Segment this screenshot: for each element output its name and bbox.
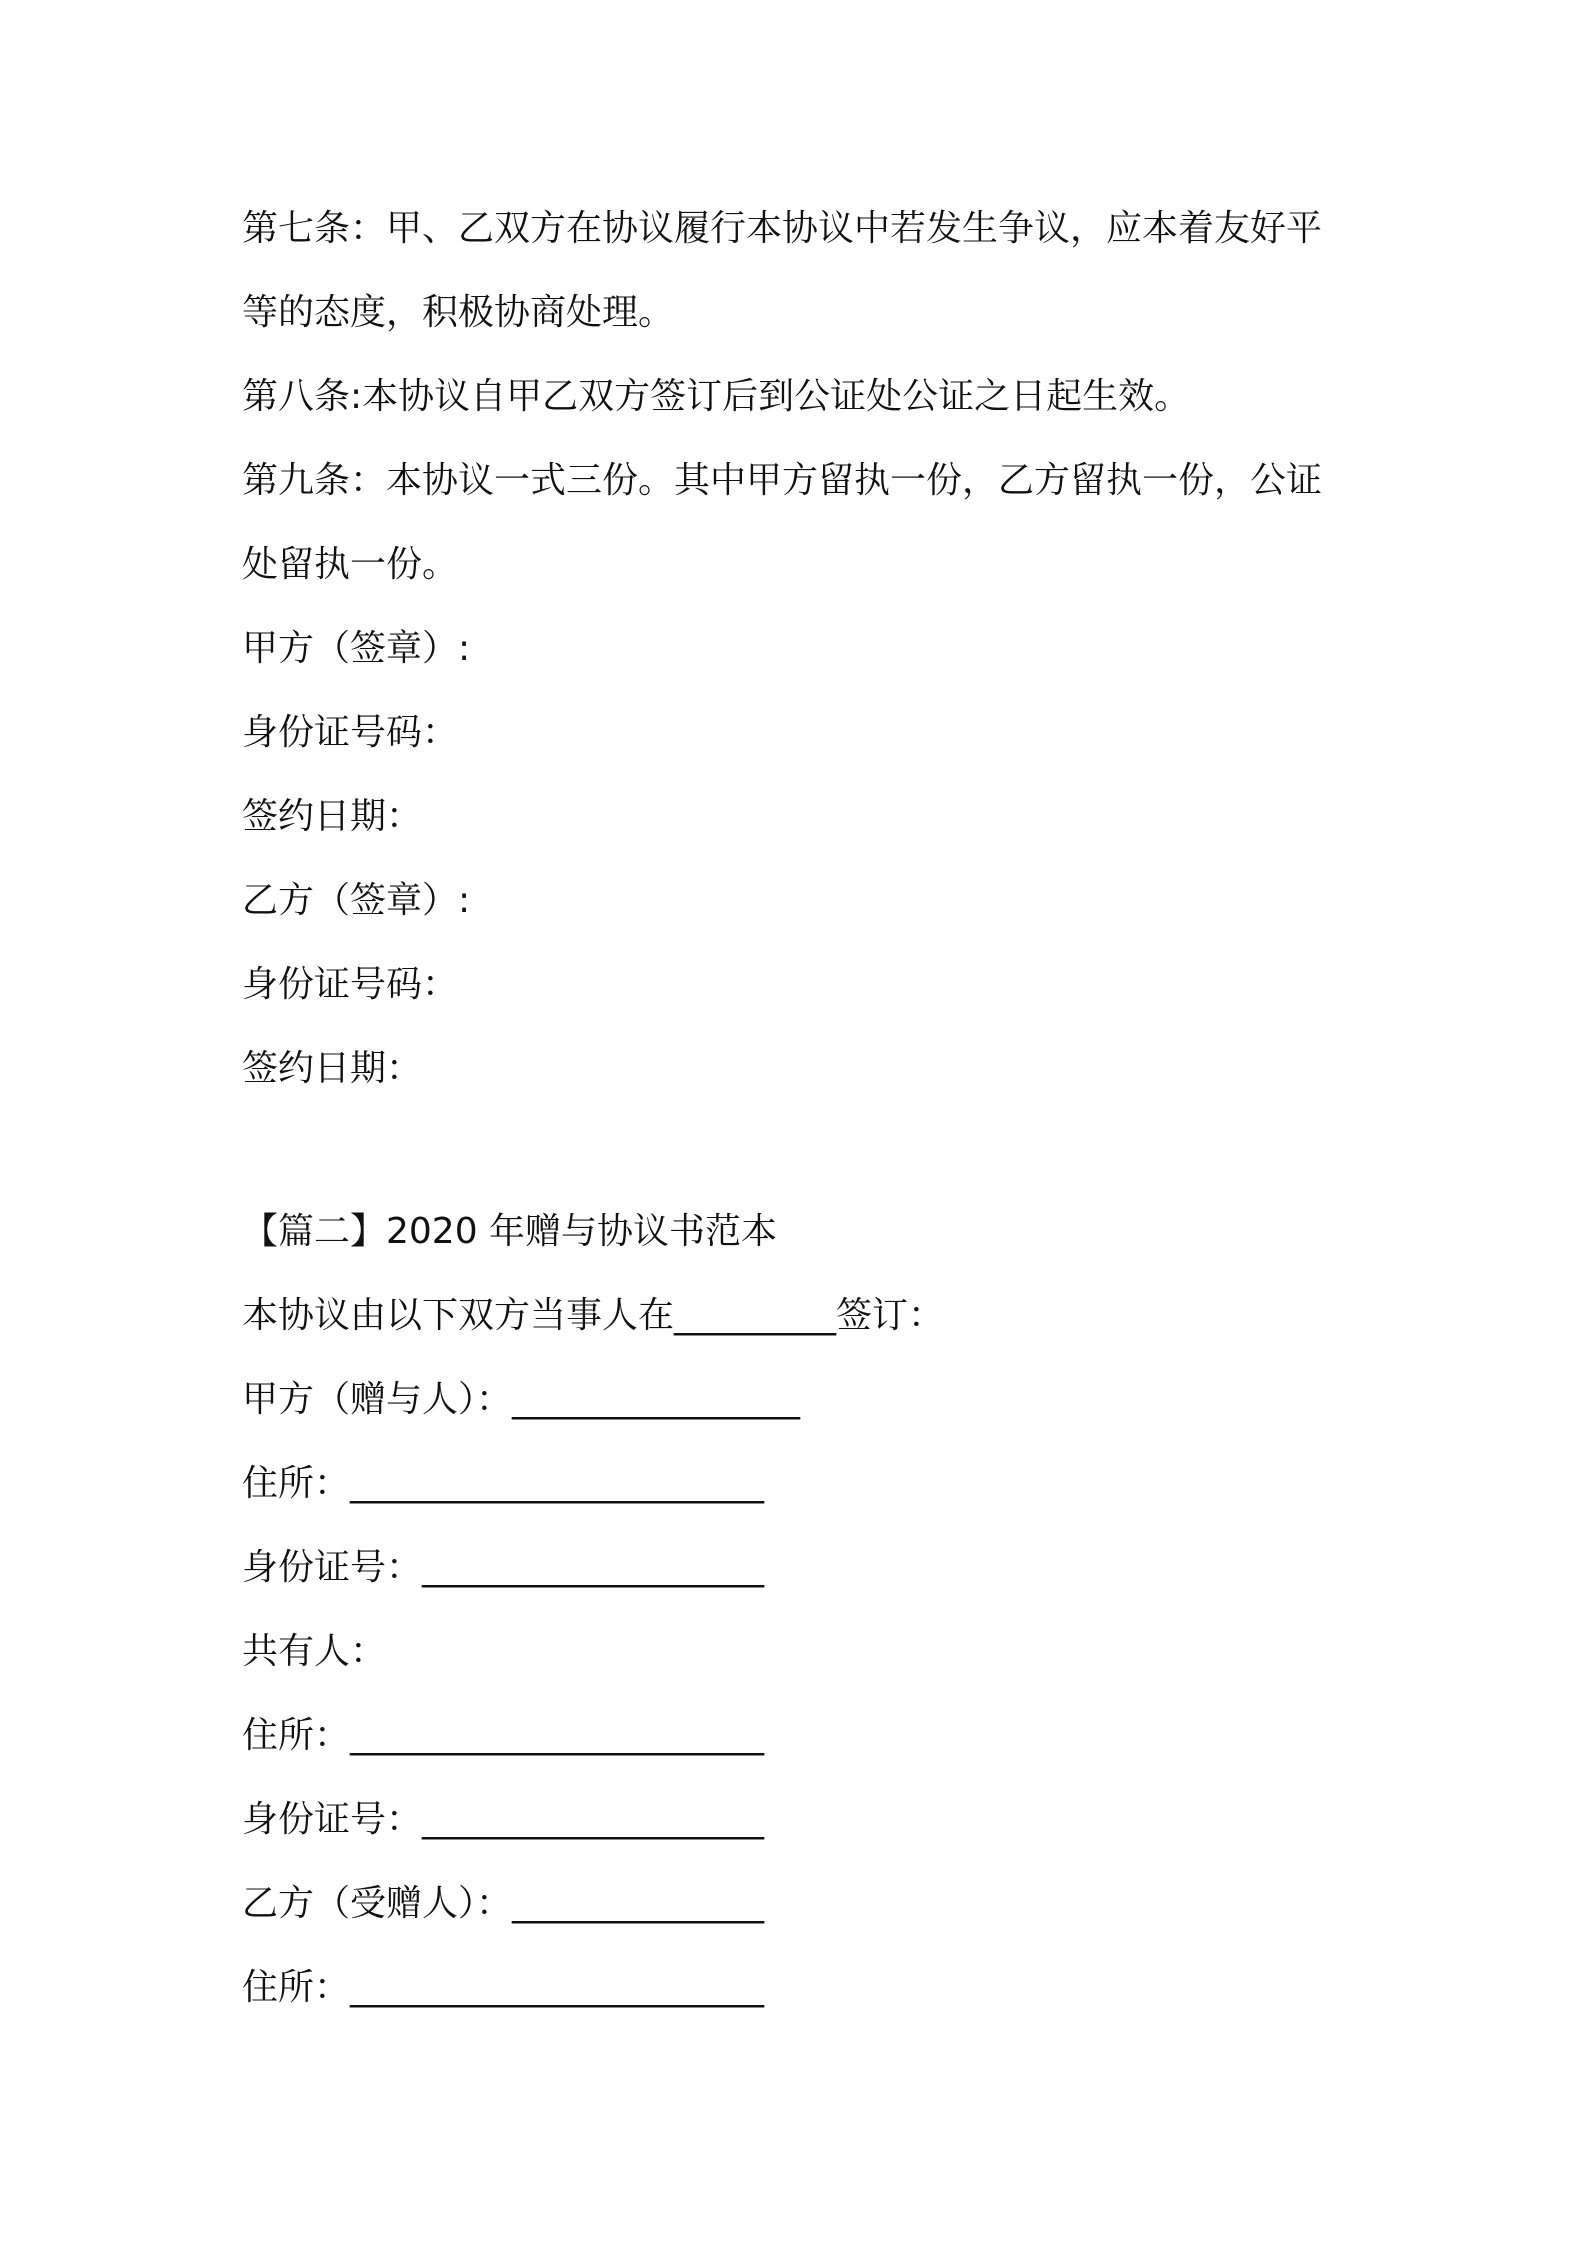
party-a-id-label: 身份证号码： — [242, 712, 459, 753]
party-b-date-label: 签约日期： — [242, 1048, 423, 1089]
donor-address-field: 住所：_______________________ — [242, 1463, 765, 1504]
donor-id-field: 身份证号：___________________ — [242, 1547, 765, 1588]
article-9-line-1: 第九条：本协议一式三份。其中甲方留执一份，乙方留执一份，公证 — [242, 460, 1323, 501]
party-a-signature-label: 甲方（签章）: — [242, 628, 471, 669]
article-9-line-2: 处留执一份。 — [242, 544, 459, 585]
party-b-signature-label: 乙方（签章）: — [242, 880, 471, 921]
article-7-line-2: 等的态度，积极协商处理。 — [242, 292, 675, 333]
party-b-id-label: 身份证号码： — [242, 964, 459, 1005]
co-owner-id-field: 身份证号：___________________ — [242, 1799, 765, 1840]
co-owner-address-field: 住所：_______________________ — [242, 1715, 765, 1756]
article-8: 第八条:本协议自甲乙双方签订后到公证处公证之日起生效。 — [242, 376, 1191, 417]
agreement-intro: 本协议由以下双方当事人在_________签订： — [242, 1295, 945, 1336]
article-7-line-1: 第七条：甲、乙双方在协议履行本协议中若发生争议，应本着友好平 — [242, 208, 1323, 249]
donor-field: 甲方（赠与人）：________________ — [242, 1379, 801, 1420]
section-2-title: 【篇二】2020 年赠与协议书范本 — [242, 1211, 778, 1252]
co-owner-label: 共有人： — [242, 1631, 387, 1672]
party-a-date-label: 签约日期： — [242, 796, 423, 837]
donee-address-field: 住所：_______________________ — [242, 1967, 765, 2008]
donee-field: 乙方（受赠人）：______________ — [242, 1883, 765, 1924]
